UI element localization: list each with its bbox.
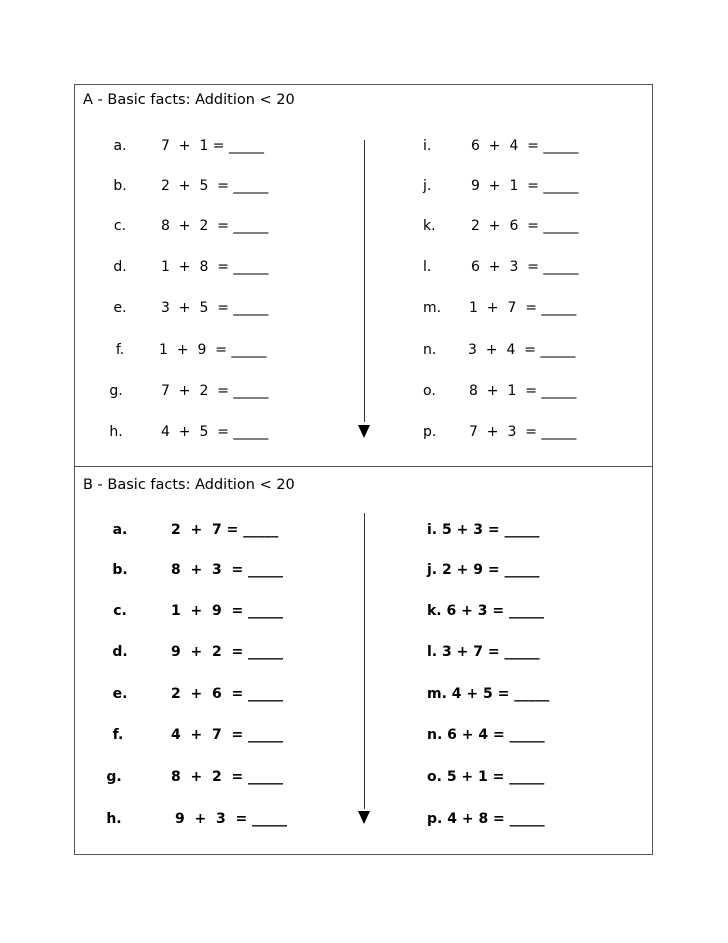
problem-equation: 9 + 2 = _____ <box>171 644 284 660</box>
problem-j <box>427 561 539 579</box>
problem-label: b. <box>113 178 127 194</box>
problem-equation: 4 + 7 = _____ <box>171 727 284 743</box>
problem-label: c. <box>113 603 127 619</box>
problem-label: j. <box>423 178 432 194</box>
problem-label: p. <box>427 811 443 827</box>
problem-equation: 5 + 1 = _____ <box>446 769 545 785</box>
problem-equation: 2 + 5 = _____ <box>161 178 269 194</box>
problem-label: g. <box>109 383 123 399</box>
problem-label: l. <box>423 259 432 275</box>
problem-equation: 8 + 1 = _____ <box>469 383 577 399</box>
problem-i <box>427 521 539 539</box>
problem-label: a. <box>112 522 128 538</box>
problem-label: n. <box>423 342 437 358</box>
section-b-title: B - Basic facts: Addition < 20 <box>83 477 295 493</box>
down-arrow-icon <box>358 811 370 824</box>
problem-equation: 4 + 5 = _____ <box>451 686 550 702</box>
problem-equation: 4 + 5 = _____ <box>161 424 269 440</box>
problem-label: l. <box>427 644 438 660</box>
problem-equation: 8 + 3 = _____ <box>171 562 284 578</box>
arrow-line <box>364 513 365 809</box>
problem-equation: 1 + 9 = _____ <box>159 342 267 358</box>
arrow-line <box>364 140 365 422</box>
problem-label: a. <box>113 138 127 154</box>
problem-label: p. <box>423 424 437 440</box>
problem-n <box>427 726 545 744</box>
problem-label: d. <box>113 259 127 275</box>
problem-equation: 9 + 3 = _____ <box>175 811 288 827</box>
problem-equation: 9 + 1 = _____ <box>471 178 579 194</box>
problem-label: c. <box>113 218 127 234</box>
down-arrow-icon <box>358 425 370 438</box>
problem-equation: 2 + 6 = _____ <box>471 218 579 234</box>
problem-equation: 2 + 7 = _____ <box>171 522 279 538</box>
problem-equation: 1 + 7 = _____ <box>469 300 577 316</box>
problem-equation: 6 + 4 = _____ <box>471 138 579 154</box>
problem-equation: 4 + 8 = _____ <box>447 811 545 827</box>
problem-equation: 7 + 2 = _____ <box>161 383 269 399</box>
section-b <box>75 467 652 855</box>
problem-label: h. <box>106 811 122 827</box>
problem-label: f. <box>115 342 125 358</box>
problem-m <box>427 685 549 703</box>
problem-equation: 3 + 4 = _____ <box>468 342 576 358</box>
problem-equation: 6 + 3 = _____ <box>446 603 544 619</box>
problem-label: k. <box>423 218 436 234</box>
problem-label: m. <box>423 300 442 316</box>
problem-k <box>427 602 544 620</box>
problem-o <box>427 768 544 786</box>
problem-label: i. <box>427 522 438 538</box>
problem-equation: 8 + 2 = _____ <box>161 218 269 234</box>
problem-equation: 3 + 5 = _____ <box>161 300 269 316</box>
problem-label: b. <box>112 562 128 578</box>
problem-l <box>427 643 539 661</box>
problem-equation: 1 + 8 = _____ <box>161 259 269 275</box>
problem-label: e. <box>112 686 128 702</box>
problem-label: e. <box>113 300 127 316</box>
problem-label: j. <box>427 562 438 578</box>
problem-equation: 2 + 6 = _____ <box>171 686 284 702</box>
problem-label: h. <box>109 424 123 440</box>
problem-equation: 7 + 3 = _____ <box>469 424 577 440</box>
problem-equation: 6 + 3 = _____ <box>471 259 579 275</box>
problem-equation: 1 + 9 = _____ <box>171 603 284 619</box>
problem-label: g. <box>106 769 122 785</box>
problem-equation: 5 + 3 = _____ <box>442 522 540 538</box>
problem-label: o. <box>423 383 436 399</box>
problem-label: m. <box>427 686 447 702</box>
problem-equation: 7 + 1 = _____ <box>161 138 264 154</box>
section-a <box>75 85 652 466</box>
problem-p <box>427 810 545 828</box>
problem-label: i. <box>423 138 432 154</box>
problem-equation: 2 + 9 = _____ <box>442 562 540 578</box>
problem-equation: 6 + 4 = _____ <box>447 727 545 743</box>
problem-label: k. <box>427 603 442 619</box>
problem-label: n. <box>427 727 443 743</box>
problem-label: d. <box>112 644 128 660</box>
problem-label: o. <box>427 769 442 785</box>
worksheet <box>74 84 653 855</box>
problem-label: f. <box>112 727 124 743</box>
problem-equation: 3 + 7 = _____ <box>442 644 540 660</box>
problem-equation: 8 + 2 = _____ <box>171 769 284 785</box>
section-a-title: A - Basic facts: Addition < 20 <box>83 92 295 108</box>
